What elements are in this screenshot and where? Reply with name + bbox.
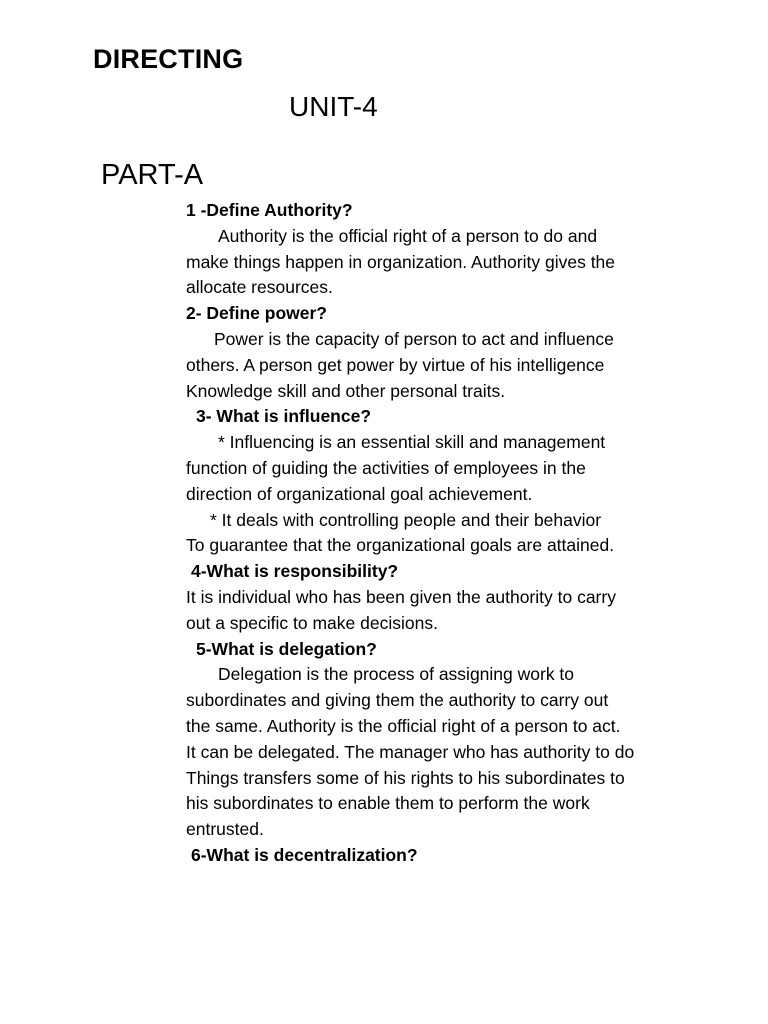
answer-line: * Influencing is an essential skill and management xyxy=(218,432,606,453)
answer-line: It is individual who has been given the authority to carry xyxy=(186,586,616,607)
answer-line: the same. Authority is the official right of a person to act. xyxy=(186,715,621,736)
answer-line: Authority is the official right of a person to do and xyxy=(218,225,598,246)
answer-line: allocate resources. xyxy=(186,277,333,298)
answer-line: his subordinates to enable them to perform the work xyxy=(186,793,590,814)
question-heading: 6-What is decentralization? xyxy=(191,844,418,865)
question-heading: 5-What is delegation? xyxy=(196,638,377,659)
question-heading: 4-What is responsibility? xyxy=(191,561,399,582)
answer-line: Things transfers some of his rights to his subordinates to xyxy=(186,767,625,788)
answer-line: others. A person get power by virtue of his intelligence xyxy=(186,354,605,375)
document-body xyxy=(186,198,716,869)
answer-line: It can be delegated. The manager who has authority to do xyxy=(186,741,635,762)
answer-line: direction of organizational goal achievement. xyxy=(186,483,533,504)
question-heading: 1 -Define Authority? xyxy=(186,200,353,220)
unit-title: UNIT-4 xyxy=(289,91,378,122)
question-heading: 2- Define power? xyxy=(186,303,327,324)
answer-line: entrusted. xyxy=(186,819,264,840)
part-title: PART-A xyxy=(101,159,204,191)
answer-line: subordinates and giving them the authority to carry out xyxy=(186,690,609,711)
answer-line: function of guiding the activities of employees in the xyxy=(186,457,586,478)
document-title: DIRECTING xyxy=(93,44,244,74)
answer-line: Power is the capacity of person to act and influence xyxy=(214,328,614,349)
answer-line: * It deals with controlling people and their behavior xyxy=(210,509,602,530)
answer-line: out a specific to make decisions. xyxy=(186,612,438,633)
answer-line: Delegation is the process of assigning work to xyxy=(218,664,575,685)
answer-line: make things happen in organization. Authority gives the xyxy=(186,251,616,272)
answer-line: To guarantee that the organizational goals are attained. xyxy=(186,535,615,556)
question-heading: 3- What is influence? xyxy=(196,406,372,427)
answer-line: Knowledge skill and other personal traits. xyxy=(186,380,506,401)
